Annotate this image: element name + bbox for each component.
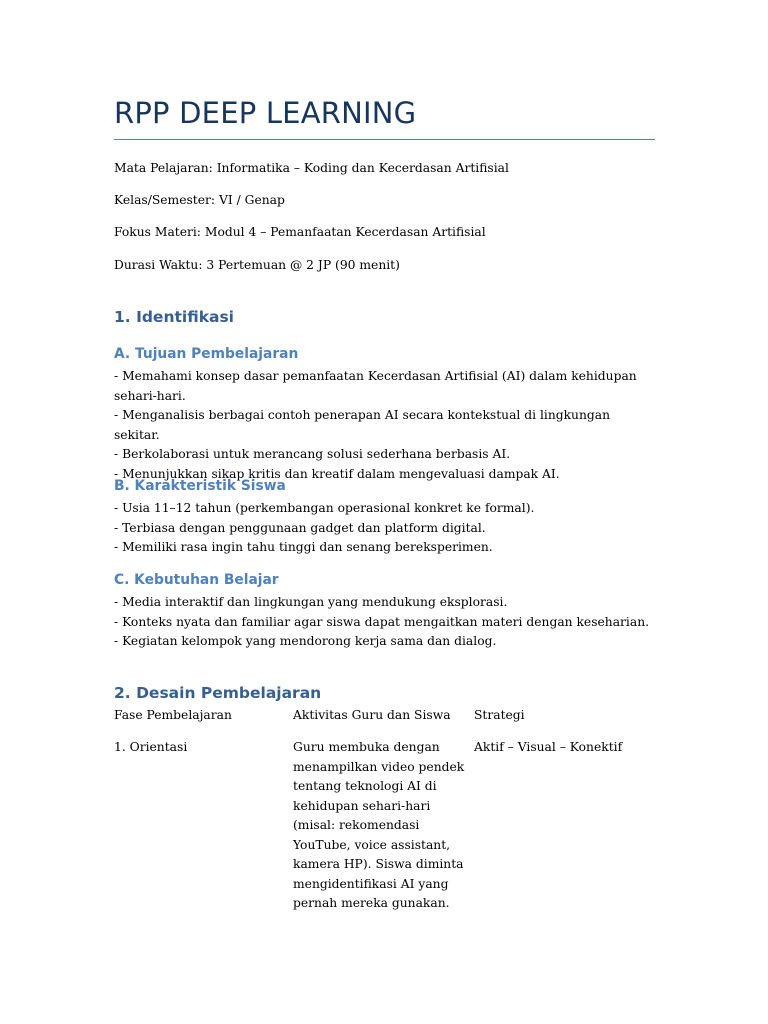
student-characteristics-list [114,499,656,558]
table-header-row [114,706,656,738]
list-item: - Berkolaborasi untuk merancang solusi sederhana berbasis AI. [114,447,511,461]
table-header-phase: Fase Pembelajaran [114,708,232,722]
meta-subject: Mata Pelajaran: Informatika – Koding dan Kecerdasan Artifisial [114,161,509,175]
table-row [114,738,656,918]
section2-heading: 2. Desain Pembelajaran [114,684,322,702]
list-item: - Menganalisis berbagai contoh penerapan AI secara kontekstual di lingkungan sekitar. [114,408,611,442]
list-item: - Menunjukkan sikap kritis dan kreatif dalam mengevaluasi dampak AI. [114,466,560,481]
table-header-activity: Aktivitas Guru dan Siswa [293,708,451,722]
learning-needs-list [114,593,656,652]
table-header-strategy: Strategi [474,708,525,722]
list-item: - Konteks nyata dan familiar agar siswa dapat mengaitkan materi dengan keseharian. [114,614,650,629]
learning-goals-list [114,367,656,484]
design-table [114,706,656,918]
meta-focus: Fokus Materi: Modul 4 – Pemanfaatan Kecerdasan Artifisial [114,225,486,239]
section1a-heading: A. Tujuan Pembelajaran [114,346,299,362]
list-item: - Kegiatan kelompok yang mendorong kerja sama dan dialog. [114,634,497,648]
table-cell-activity: Guru membuka dengan menampilkan video pendek tentang teknologi AI di kehidupan sehari-hari (misal: rekomendasi YouTube, voice assistant, kamera HP). Siswa diminta mengidentifikasi AI yang pernah mereka gunakan. [293,740,465,910]
meta-duration: Durasi Waktu: 3 Pertemuan @ 2 JP (90 menit) [114,258,400,272]
meta-class-semester: Kelas/Semester: VI / Genap [114,193,285,207]
section1-heading: 1. Identifikasi [114,308,234,326]
list-item: - Usia 11–12 tahun (perkembangan operasional konkret ke formal). [114,501,535,515]
document-title: RPP DEEP LEARNING [114,96,417,130]
list-item: - Memiliki rasa ingin tahu tinggi dan senang bereksperimen. [114,540,493,554]
title-divider [114,139,655,140]
table-cell-phase: 1. Orientasi [114,740,188,754]
list-item: - Media interaktif dan lingkungan yang mendukung eksplorasi. [114,595,508,609]
table-cell-strategy: Aktif – Visual – Konektif [474,740,623,754]
list-item: - Memahami konsep dasar pemanfaatan Kecerdasan Artifisial (AI) dalam kehidupan sehari-hari. [114,369,637,403]
section1c-heading: C. Kebutuhan Belajar [114,572,279,588]
section1b-heading: B. Karakteristik Siswa [114,478,286,494]
list-item: - Terbiasa dengan penggunaan gadget dan platform digital. [114,520,486,535]
